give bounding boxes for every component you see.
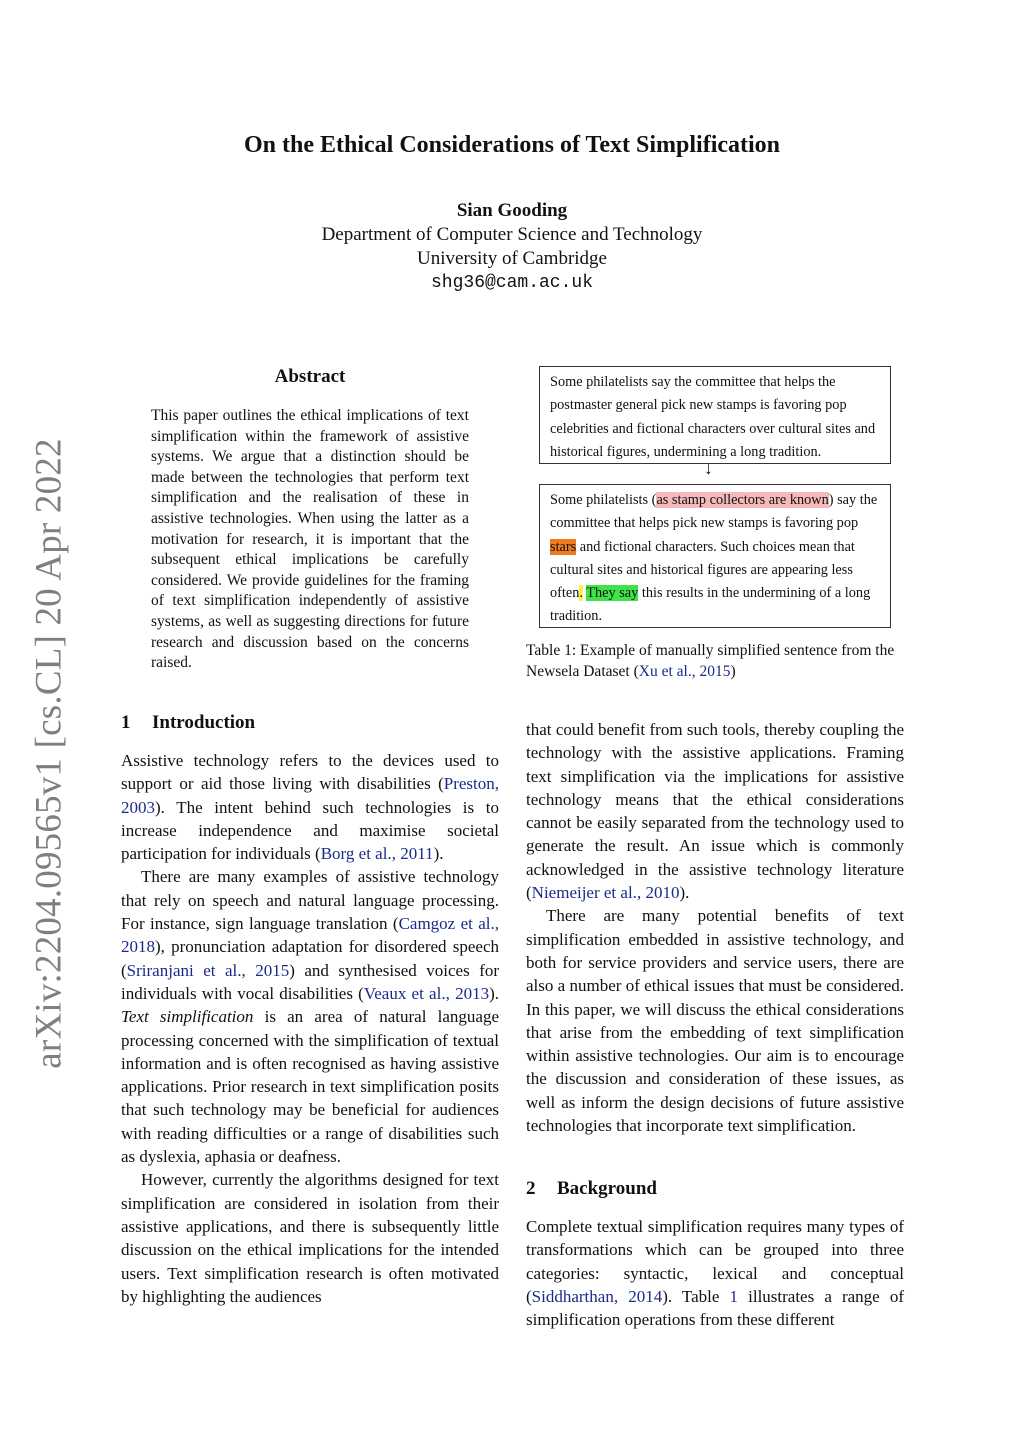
section-number: 2 bbox=[526, 1178, 536, 1199]
text-span: ) say the committee that helps pick new stamps is favoring pop bbox=[550, 492, 878, 532]
highlight-orange: stars bbox=[550, 538, 577, 555]
text-span: ). bbox=[433, 844, 444, 864]
section-title: Background bbox=[557, 1178, 657, 1199]
paragraph bbox=[121, 865, 499, 1168]
background-body bbox=[526, 1215, 904, 1331]
citation-link[interactable]: Siddharthan, 2014 bbox=[531, 1286, 663, 1306]
text-span: that could benefit from such tools, thereby coupling the technology with the assistive applications. Framing text simplification via the implications for assistive technology means that the ethical considerations cannot be easily separated from the technology used to generate the result. An issue which is commonly acknowledged in the assistive technology literature ( bbox=[526, 720, 904, 903]
table1-original-sentence: Some philatelists say the committee that helps the postmaster general pick new stamps is favoring pop celebrities and fictional characters over cultural sites and historical figures, undermining a long tradition. bbox=[539, 366, 891, 464]
text-span: this results in the undermining of a long tradition. bbox=[550, 585, 871, 625]
citation-name: Xu et al. bbox=[638, 663, 692, 680]
section-heading-background bbox=[526, 1178, 657, 1200]
text-span: illustrates a range of simplification operations from these different bbox=[526, 1286, 904, 1330]
italic-term: Text simplification bbox=[121, 1007, 254, 1027]
section-title: Introduction bbox=[152, 712, 256, 733]
citation-name: Siddharthan bbox=[531, 1286, 614, 1306]
text-span: There are many examples of assistive technology that rely on speech and natural language processing. For instance, sign language translation ( bbox=[121, 867, 499, 934]
citation-name: Niemeijer et al. bbox=[531, 883, 637, 903]
text-span: ) and synthesised voices for individuals with vocal disabilities ( bbox=[121, 960, 500, 1003]
author-university: University of Cambridge bbox=[417, 248, 607, 269]
citation-year: 2013 bbox=[455, 983, 490, 1003]
text-span: ), pronunciation adaptation for disordered speech ( bbox=[121, 937, 499, 980]
right-column-body bbox=[526, 718, 904, 1137]
citation-year: 2018 bbox=[121, 937, 155, 957]
arxiv-identifier-text: arXiv:2204.09565v1 [cs.CL] 20 Apr 2022 bbox=[28, 437, 70, 1069]
citation-name: Borg et al. bbox=[320, 844, 392, 864]
arxiv-identifier bbox=[27, 437, 71, 1069]
text-span: ). bbox=[489, 983, 499, 1003]
citation-year: 2011 bbox=[400, 844, 434, 864]
paragraph: There are many potential benefits of text simplification embedded in assistive technology, and both for service providers and service users, there are also a number of ethical issues that must be considered. In this paper, we will discuss the ethical considerations that arise from the embedding of text simplification within assistive technologies. Our aim is to encourage the discussion and consideration of these issues, as well as inform the design decisions of future assistive technologies that incorporate text simplification. bbox=[526, 906, 904, 1136]
citation-year: 2015 bbox=[255, 960, 290, 980]
citation-link[interactable]: Veaux et al., 2013 bbox=[363, 983, 490, 1003]
author-block bbox=[0, 199, 1024, 295]
abstract-text: This paper outlines the ethical implications of text simplification within the framework of assistive systems. We argue that a distinction should be made between the technologies that perform text simplification and the realisation of these in assistive technologies. When using the latter as a motivation for research, it is important that the subsequent ethical implications be carefully considered. We provide guidelines for the framing of text simplification independently of assistive systems, as well as suggesting directions for future research and discussion based on the concerns raised. bbox=[151, 407, 469, 672]
text-span: , bbox=[494, 774, 499, 794]
citation-link[interactable]: Xu et al., 2015 bbox=[638, 663, 731, 680]
section-heading-introduction bbox=[121, 712, 255, 734]
text-span: ). bbox=[679, 883, 690, 903]
author-name: Sian Gooding bbox=[456, 200, 568, 221]
text-span: ) bbox=[730, 663, 736, 680]
author-department: Department of Computer Science and Technology bbox=[321, 224, 703, 245]
table-reference-link[interactable]: 1 bbox=[729, 1286, 739, 1306]
paragraph bbox=[526, 1215, 904, 1331]
text-span: ). The intent behind such technologies is to increase independence and maximise societal participation for individuals ( bbox=[121, 797, 499, 864]
paragraph: However, currently the algorithms designed for text simplification are considered in isolation from their assistive applications, and there is subsequently little discussion on the ethical implications for the intended users. Text simplification research is often motivated by highlighting the audiences bbox=[121, 1170, 499, 1306]
highlight-pink: as stamp collectors are known bbox=[656, 492, 829, 508]
citation-name: Preston bbox=[443, 774, 495, 794]
citation-name: Camgoz et al. bbox=[398, 914, 495, 934]
citation-year: 2014 bbox=[628, 1286, 663, 1306]
citation-link[interactable]: Niemeijer et al., 2010 bbox=[531, 883, 680, 903]
text-span: Assistive technology refers to the devices used to support or aid those living with disabilities ( bbox=[121, 751, 499, 794]
paragraph bbox=[121, 749, 499, 865]
abstract-heading: Abstract bbox=[274, 366, 346, 387]
text-span: ). Table bbox=[662, 1286, 730, 1306]
text-span: , bbox=[391, 844, 401, 864]
text-span: Some philatelists ( bbox=[550, 492, 657, 508]
citation-link[interactable]: Sriranjani et al., 2015 bbox=[126, 960, 290, 980]
citation-year: 2010 bbox=[645, 883, 680, 903]
paper-title: On the Ethical Considerations of Text Simplification bbox=[243, 132, 781, 158]
citation-link[interactable]: Camgoz et al., 2018 bbox=[121, 914, 499, 957]
table1-caption bbox=[526, 640, 906, 682]
citation-link[interactable] bbox=[321, 844, 434, 863]
table1-simplified-sentence bbox=[539, 484, 891, 628]
citation-year: 2015 bbox=[699, 663, 731, 680]
text-span: and fictional characters. Such choices mean that cultural sites and historical figures are appearing less often bbox=[550, 538, 855, 602]
section-number: 1 bbox=[121, 712, 131, 733]
citation-year: 2003 bbox=[121, 797, 155, 817]
text-span: Table 1: Example of manually simplified sentence from the Newsela Dataset ( bbox=[526, 642, 895, 680]
citation-name: Sriranjani et al. bbox=[126, 960, 242, 980]
text-span: is an area of natural language processing concerned with the simplification of textual information and is often recognised as having assistive applications. Prior research in text simplification posits that such technology may be beneficial for audiences with reading difficulties or a range of disabilities such as dyslexia, aphasia or deafness. bbox=[121, 1007, 499, 1167]
text-span: Complete textual simplification requires many types of transformations which can be grouped into three categories: syntactic, lexical and conceptual ( bbox=[526, 1217, 904, 1306]
citation-name: Veaux et al. bbox=[363, 983, 446, 1003]
introduction-body bbox=[121, 749, 499, 1308]
paragraph bbox=[526, 718, 904, 904]
highlight-yellow: . bbox=[579, 585, 583, 602]
author-email: shg36@cam.ac.uk bbox=[430, 273, 594, 293]
down-arrow-icon: ↓ bbox=[704, 458, 713, 478]
highlight-green: They say bbox=[586, 585, 639, 602]
